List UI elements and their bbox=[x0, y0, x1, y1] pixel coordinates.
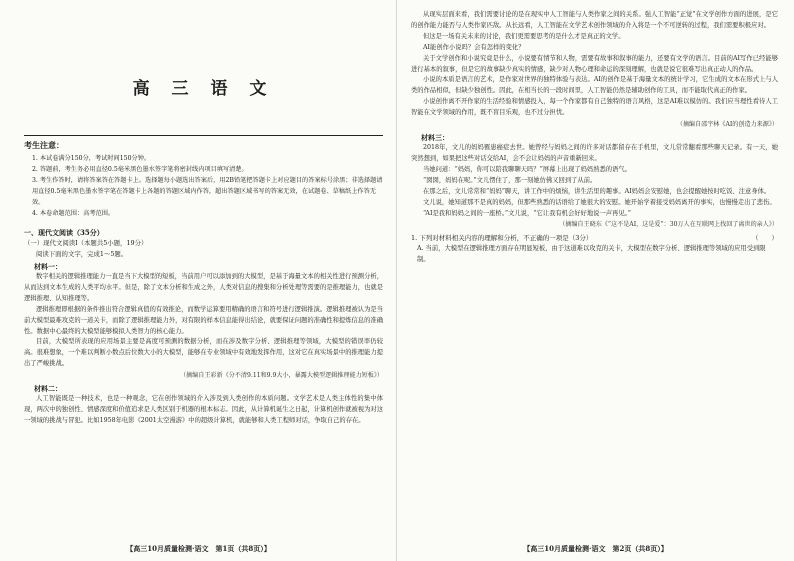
option-a: A. 当前，大模型在逻辑推理方面存在明显短板，由于这道难以攻克的关卡，大模型在数字分析、逻辑推理等领域的应用受到限制。 bbox=[417, 245, 766, 264]
question-1 bbox=[411, 233, 778, 244]
material-3-paragraph: “囡囡，妈妈在呢。”文儿愣住了，那一刻她仿佛又回到了从前。 bbox=[423, 176, 597, 184]
material-3-paragraph: 2018年，文儿的妈妈罹患癌症去世。她曾经与妈妈之间的许多对话都留存在手机里，文儿常常翻看那些聊天记录。有一天，她突然想到，如果把这些对话交给AI，会不会让妈妈的声音重新回来。 bbox=[411, 144, 778, 162]
notice-box bbox=[24, 135, 383, 219]
notice-item: 1. 本试卷满分150分，考试时间150分钟。 bbox=[32, 155, 151, 162]
section-heading: 一、现代文阅读（35分） bbox=[24, 228, 104, 237]
material-1-citation: （摘编自王彩新《分不清9.11和9.9大小，暴露大模型逻辑推理能力短板》） bbox=[179, 372, 383, 380]
intro-paragraph: 但这是一场有关未来的讨论，我们更需要思考的是什么才是真正的文学。 bbox=[423, 32, 625, 40]
section-question-line: AI能创作小说吗？会有怎样的变化？ bbox=[423, 43, 525, 51]
material-2-citation: （摘编自邵宇林《AI的创造力来源》） bbox=[676, 121, 778, 129]
material-2-paragraph: 小说创作离不开作家的生活经验和情感投入，每一个作家都有自己独特的语言风格，这是AI难以模仿的。我们应当理性看待人工智能在文学领域的作用，既不盲目乐观，也不过分担忧。 bbox=[411, 98, 778, 117]
material-2-paragraph: 小说的本质是语言的艺术，是作家对世界的独特体验与表达。AI的创作是基于海量文本的统计学习，它生成的文本在形式上与人类的作品相似，但缺少独创性。因此，在相当长的一段时间里，人工智能仍然是辅助创作的工具，而不能取代真正的作家。 bbox=[411, 76, 778, 95]
page-1-footer: 【高三10月质量检测·语文 第1页（共8页）】 bbox=[126, 544, 271, 553]
material-1-paragraph: 数字相关的逻辑推理能力一直是当下大模型的短板，当前用户可以添加到的大模型，是基于海量文本的相关性进行预测分析，从而达到文本生成的人类平均水平。但是，除了文本分析和生成之外，人类对信息的搜集和分析处理等需要的是推理能力，也就是逻辑推理、认知推理等。 bbox=[24, 273, 383, 302]
notice-item: 2. 答题前，考生务必用直径0.5毫米黑色墨水签字笔将密封线内项目填写清楚。 bbox=[32, 166, 248, 173]
question-1-stem: 1. 下列对材料相关内容的理解和分析，不正确的一项是（3分） bbox=[411, 234, 593, 243]
reading-instruction: 阅读下面的文字，完成1～5题。 bbox=[36, 250, 128, 258]
material-2-paragraph: 人工智能既是一种技术，也是一种观念，它在创作领域的介入涉及到人类创作的本质问题。文学艺术是人类主体性的集中体现，两次中的独创性、情感深度和价值追求是人类区别于机器的根本标志。因此，从计算机诞生之日起，计算机创作就被视为对这一领域的挑战与冒犯。比如1958年电影《2001太空漫游》中的超级计算机，就能够和人类工程师对话，争取自己的存在。 bbox=[24, 395, 383, 424]
exam-title: 高 三 语 文 bbox=[132, 79, 275, 99]
material-3-heading: 材料三： bbox=[421, 133, 449, 143]
answer-parenthesis: （ ） bbox=[752, 234, 778, 243]
subsection-heading: （一）现代文阅读Ⅰ（本题共5小题，19分） bbox=[24, 239, 148, 247]
material-3-paragraph: “AI是我和妈妈之间的一座桥。”文儿说，“它让我有机会好好地说一声再见。” bbox=[423, 209, 632, 217]
exam-page-2 bbox=[397, 0, 794, 561]
material-3-paragraph: 文儿说，她知道那不是真的妈妈，但那些熟悉的话语给了她很大的安慰。她开始学着接受妈妈离开的事实，也慢慢走出了悲伤。 bbox=[423, 198, 776, 206]
material-2-paragraph: 关于文学创作和小说究竟是什么，小说要有情节和人物，需要有故事和叙事的能力，还要有文学的语言。目前的AI写作已经能够进行基本的叙事，但是它的故事缺少真实的情感，缺少对人物心理和命运的深刻理解，也就是说它很难写出真正动人的作品。 bbox=[411, 54, 778, 73]
material-3-paragraph: 在那之后，文儿常常和“妈妈”聊天，讲工作中的烦恼，讲生活里的趣事。AI妈妈会安慰她，也会提醒她按时吃饭、注意身体。 bbox=[423, 187, 771, 195]
material-3-paragraph: 当她问道：“妈妈，你可以陪我聊聊天吗？”屏幕上出现了妈妈熟悉的语气。 bbox=[423, 165, 631, 173]
page-2-footer: 【高三10月质量检测·语文 第2页（共8页）】 bbox=[523, 544, 668, 553]
material-1-heading: 材料一： bbox=[34, 262, 62, 271]
material-1-paragraph: 逻辑推理即根据的条件推出符合逻辑真值的有效推论，而数学运算要用精确的语言和符号进行逻辑推演。逻辑推理被认为是当前大模型最难攻克的一道关卡，而除了逻辑推理能力外，对有限的样本信息能得出结论，就要保证问题的准确性和提炼信息的准确性。数据中心最终的大模型能够模拟人类智力的核心能力。 bbox=[24, 305, 383, 335]
notice-item: 3. 考生作答时，请将答案答在答题卡上。选择题每小题选出答案后，用2B铅笔把答题卡上对应题目的答案标号涂黑；非选择题请用直径0.5毫米黑色墨水签字笔在答题卡上各题的答题区域内作答，超出答题区域书写的答案无效，在试题卷、草稿纸上作答无效。 bbox=[32, 177, 383, 206]
material-1-paragraph: 目前，大模型所表现的应用场景主要是高度可预测的数据分析，而在涉及数字分析、逻辑推理等领域，大模型的错误率仍较高。很难想象，一个难以判断小数点后位数大小的大模型，能够在专业领域中有效地发挥作用，这对它在真实场景中的推理能力提出了严峻挑战。 bbox=[24, 338, 383, 368]
material-2-heading: 材料二： bbox=[34, 384, 62, 394]
intro-paragraph: 从现实层面来看，我们需要讨论的是在现实中人工智能与人类作家之间的关系。强人工智能“正觉”在文学创作方面的进展，是它的创作能力能否与人类作家匹敌。从长远看，人工智能在文学艺术创作领域的介入将是一个不可逆转的过程，我们需要积极应对。 bbox=[411, 11, 778, 29]
material-3-citation: （摘编自王晓东《“这不是AI，这是爱”：30万人在互联网上找回了离世的亲人》） bbox=[559, 221, 778, 229]
notice-item: 4. 本卷命题范围：高考范围。 bbox=[32, 210, 115, 217]
notice-heading: 考生注意： bbox=[24, 140, 64, 150]
